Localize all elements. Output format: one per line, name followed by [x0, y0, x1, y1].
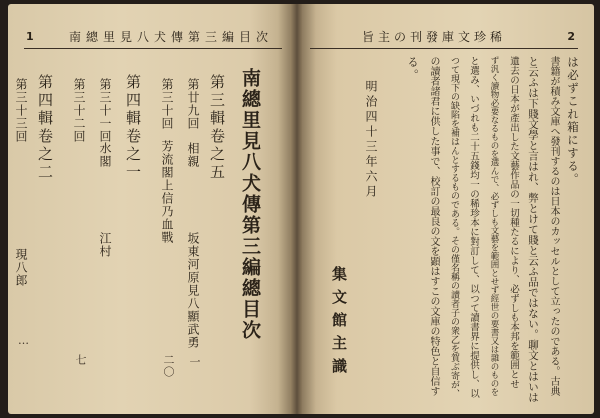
chapter-title-upper: 水閣 — [98, 142, 112, 168]
chapter-title-lower: 現八郎 — [14, 248, 28, 287]
chapter-title-upper: 相親 — [186, 142, 200, 168]
volume-label-1: 第三輯卷之五 — [208, 74, 226, 182]
left-page — [8, 4, 292, 414]
preface-line: る。 — [406, 56, 420, 82]
left-page-number: 1 — [26, 30, 35, 43]
left-running-title: 南總里見八犬傳第三編目次 — [68, 30, 273, 44]
chapter-title-lower: 坂東河原見八顯武勇 — [186, 232, 200, 349]
preface-line: と選み、いづれも二十五錢均一の稀珍本に對訂して、以つて讀書界に提供し、以 — [468, 56, 479, 398]
chapter-page: … — [17, 334, 30, 348]
gutter-shadow-right — [302, 4, 316, 414]
right-running-title: 旨主の刊發庫文珍稀 — [361, 30, 506, 44]
right-page — [302, 4, 594, 414]
preface-line: の讀者諸君に供した事で、校訂の最良の文を顕はすこの文庫の特色と自信す — [428, 56, 439, 396]
chapter-number: 第三十二回 — [72, 78, 86, 143]
right-page-header — [310, 26, 578, 49]
chapter-number: 第三十回 — [160, 78, 174, 130]
right-page-number: 2 — [567, 30, 576, 43]
toc-main-title: 南總里見八犬傳第三編總目次 — [239, 68, 261, 341]
chapter-number: 第三十三回 — [14, 78, 28, 143]
preface-signature: 集文館主識 — [330, 266, 348, 381]
preface-line: 書籍が積み文庫へ發刊するのは日本のカッセルとして立ったのである。古典 — [548, 56, 559, 396]
preface-line: は必ずこれ箱にする。 — [566, 56, 580, 186]
chapter-number: 第廿九回 — [186, 78, 200, 130]
preface-line: ず汎く讀物必要なるものを選んで、必ずしも文藝を範囲とせず經世の要書又は雜のものを — [489, 56, 499, 396]
preface-date: 明治四十三年六月 — [364, 80, 378, 200]
chapter-number: 第三十一回 — [98, 78, 112, 143]
preface-line: と云ふは下賤文學と言はれ、弊とけて賤と云ふ品ではない。聊文とはいは — [527, 56, 539, 403]
preface-line: つて現下の缺陷を補はんとするものである。その僅名稱の讀者子の衆乙を賀ぶ寄が、 — [449, 56, 459, 398]
chapter-title-lower: 江村 — [98, 232, 112, 258]
left-page-header — [24, 26, 282, 49]
preface-line: 遺去の日本が產出した文藝作品の一切種たるにより、必ずしも本邦を範囲とせ — [508, 56, 519, 389]
volume-label-3: 第四輯卷之二 — [36, 74, 54, 182]
chapter-page: 二〇 — [162, 354, 175, 378]
chapter-page: 七 — [74, 354, 87, 366]
chapter-title-upper: 芳流閣上信乃血戰 — [160, 140, 174, 244]
chapter-page: 一 — [188, 356, 201, 368]
volume-label-2: 第四輯卷之一 — [124, 74, 142, 182]
